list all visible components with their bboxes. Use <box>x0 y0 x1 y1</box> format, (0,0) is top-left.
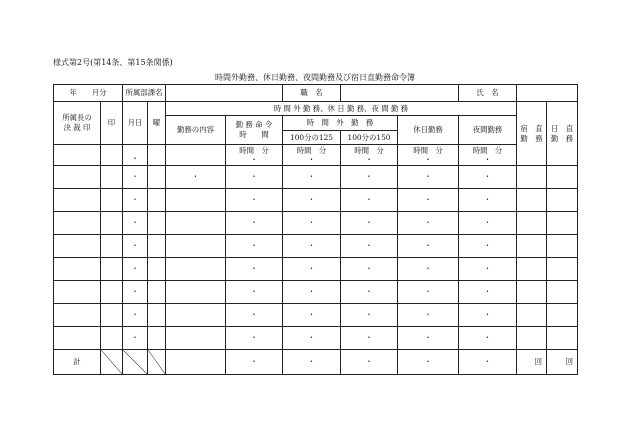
group-header: 時 間 外 勤 務、休 日 勤 務、夜 間 勤 務 <box>166 102 517 116</box>
total-weekday-slash <box>148 350 166 375</box>
table-row: ・ ・ ・ ・ ・ ・ <box>54 189 578 212</box>
chief-seal-header <box>54 102 101 145</box>
order-register-table <box>53 84 578 375</box>
form-number-label: 様式第2号(第14条、第15条関係) <box>53 58 173 67</box>
total-row: 計 ・ ・ ・ ・ ・ 回 回 <box>54 350 578 375</box>
unit-row <box>54 145 578 166</box>
name-value[interactable] <box>517 85 578 102</box>
name-label: 氏 名 <box>459 85 517 102</box>
table-row: ・ ・ ・ ・ ・ ・ ・ <box>54 166 578 189</box>
order-time-line2: 時 間 <box>239 130 269 139</box>
table-row: ・ ・ ・ ・ ・ ・ <box>54 235 578 258</box>
post-value[interactable] <box>341 85 459 102</box>
unit-order-time: 時間 分 ・ <box>226 145 283 166</box>
dept-value[interactable] <box>166 85 283 102</box>
order-time-header <box>226 116 283 145</box>
weekday-header: 曜 <box>148 102 166 145</box>
holiday-header: 休日勤務 <box>398 116 459 145</box>
order-time-line1: 勤 務 命 令 <box>235 120 273 130</box>
unit-night: 時間 分 ・ <box>459 145 517 166</box>
night-header: 夜間勤務 <box>459 116 517 145</box>
rate-125-header: 100分の125 <box>283 131 341 145</box>
table-row: ・ ・ ・ ・ ・ ・ <box>54 258 578 281</box>
work-content-header: 勤務の内容 <box>166 116 226 145</box>
chief-seal-line2: 決 裁 印 <box>63 123 91 132</box>
nicchoku-header <box>547 102 578 166</box>
nicchoku-line2: 勤 務 <box>550 133 574 143</box>
unit-holiday: 時間 分 ・ <box>398 145 459 166</box>
rate-150-header: 100分の150 <box>341 131 398 145</box>
table-row: ・ ・ ・ ・ ・ ・ <box>54 281 578 304</box>
post-label: 職 名 <box>283 85 341 102</box>
nicchoku-line1: 日 直 <box>550 123 574 133</box>
dept-label: 所属部課名 <box>123 85 166 102</box>
shukuchoku-line1: 宿 直 <box>520 123 543 133</box>
year-month-cell: 年 月分 <box>54 85 123 102</box>
unit-125: 時間 分 ・ <box>283 145 341 166</box>
table-row: ・ ・ ・ ・ ・ ・ <box>54 327 578 350</box>
total-label: 計 <box>54 350 101 375</box>
shukuchoku-count[interactable]: 回 <box>517 350 547 375</box>
shukuchoku-line2: 勤 務 <box>520 133 543 143</box>
table-row: ・ ・ ・ ・ ・ ・ <box>54 212 578 235</box>
total-date-slash <box>123 350 148 375</box>
header-row <box>54 85 578 102</box>
table-row: ・ ・ ・ ・ ・ ・ <box>54 304 578 327</box>
chief-seal-line1: 所属長の <box>62 113 92 123</box>
unit-150: 時間 分 ・ <box>341 145 398 166</box>
overtime-header: 時 間 外 勤 務 <box>283 116 398 131</box>
month-day-header: 月日 <box>123 102 148 145</box>
shukuchoku-header <box>517 102 547 166</box>
form-title: 時間外勤務、休日勤務、夜間勤務及び宿日直勤務命令簿 <box>215 73 415 82</box>
seal-header: 印 <box>101 102 123 145</box>
nicchoku-count[interactable]: 回 <box>547 350 578 375</box>
total-seal-slash <box>101 350 123 375</box>
date-dot: ・ <box>131 154 139 163</box>
